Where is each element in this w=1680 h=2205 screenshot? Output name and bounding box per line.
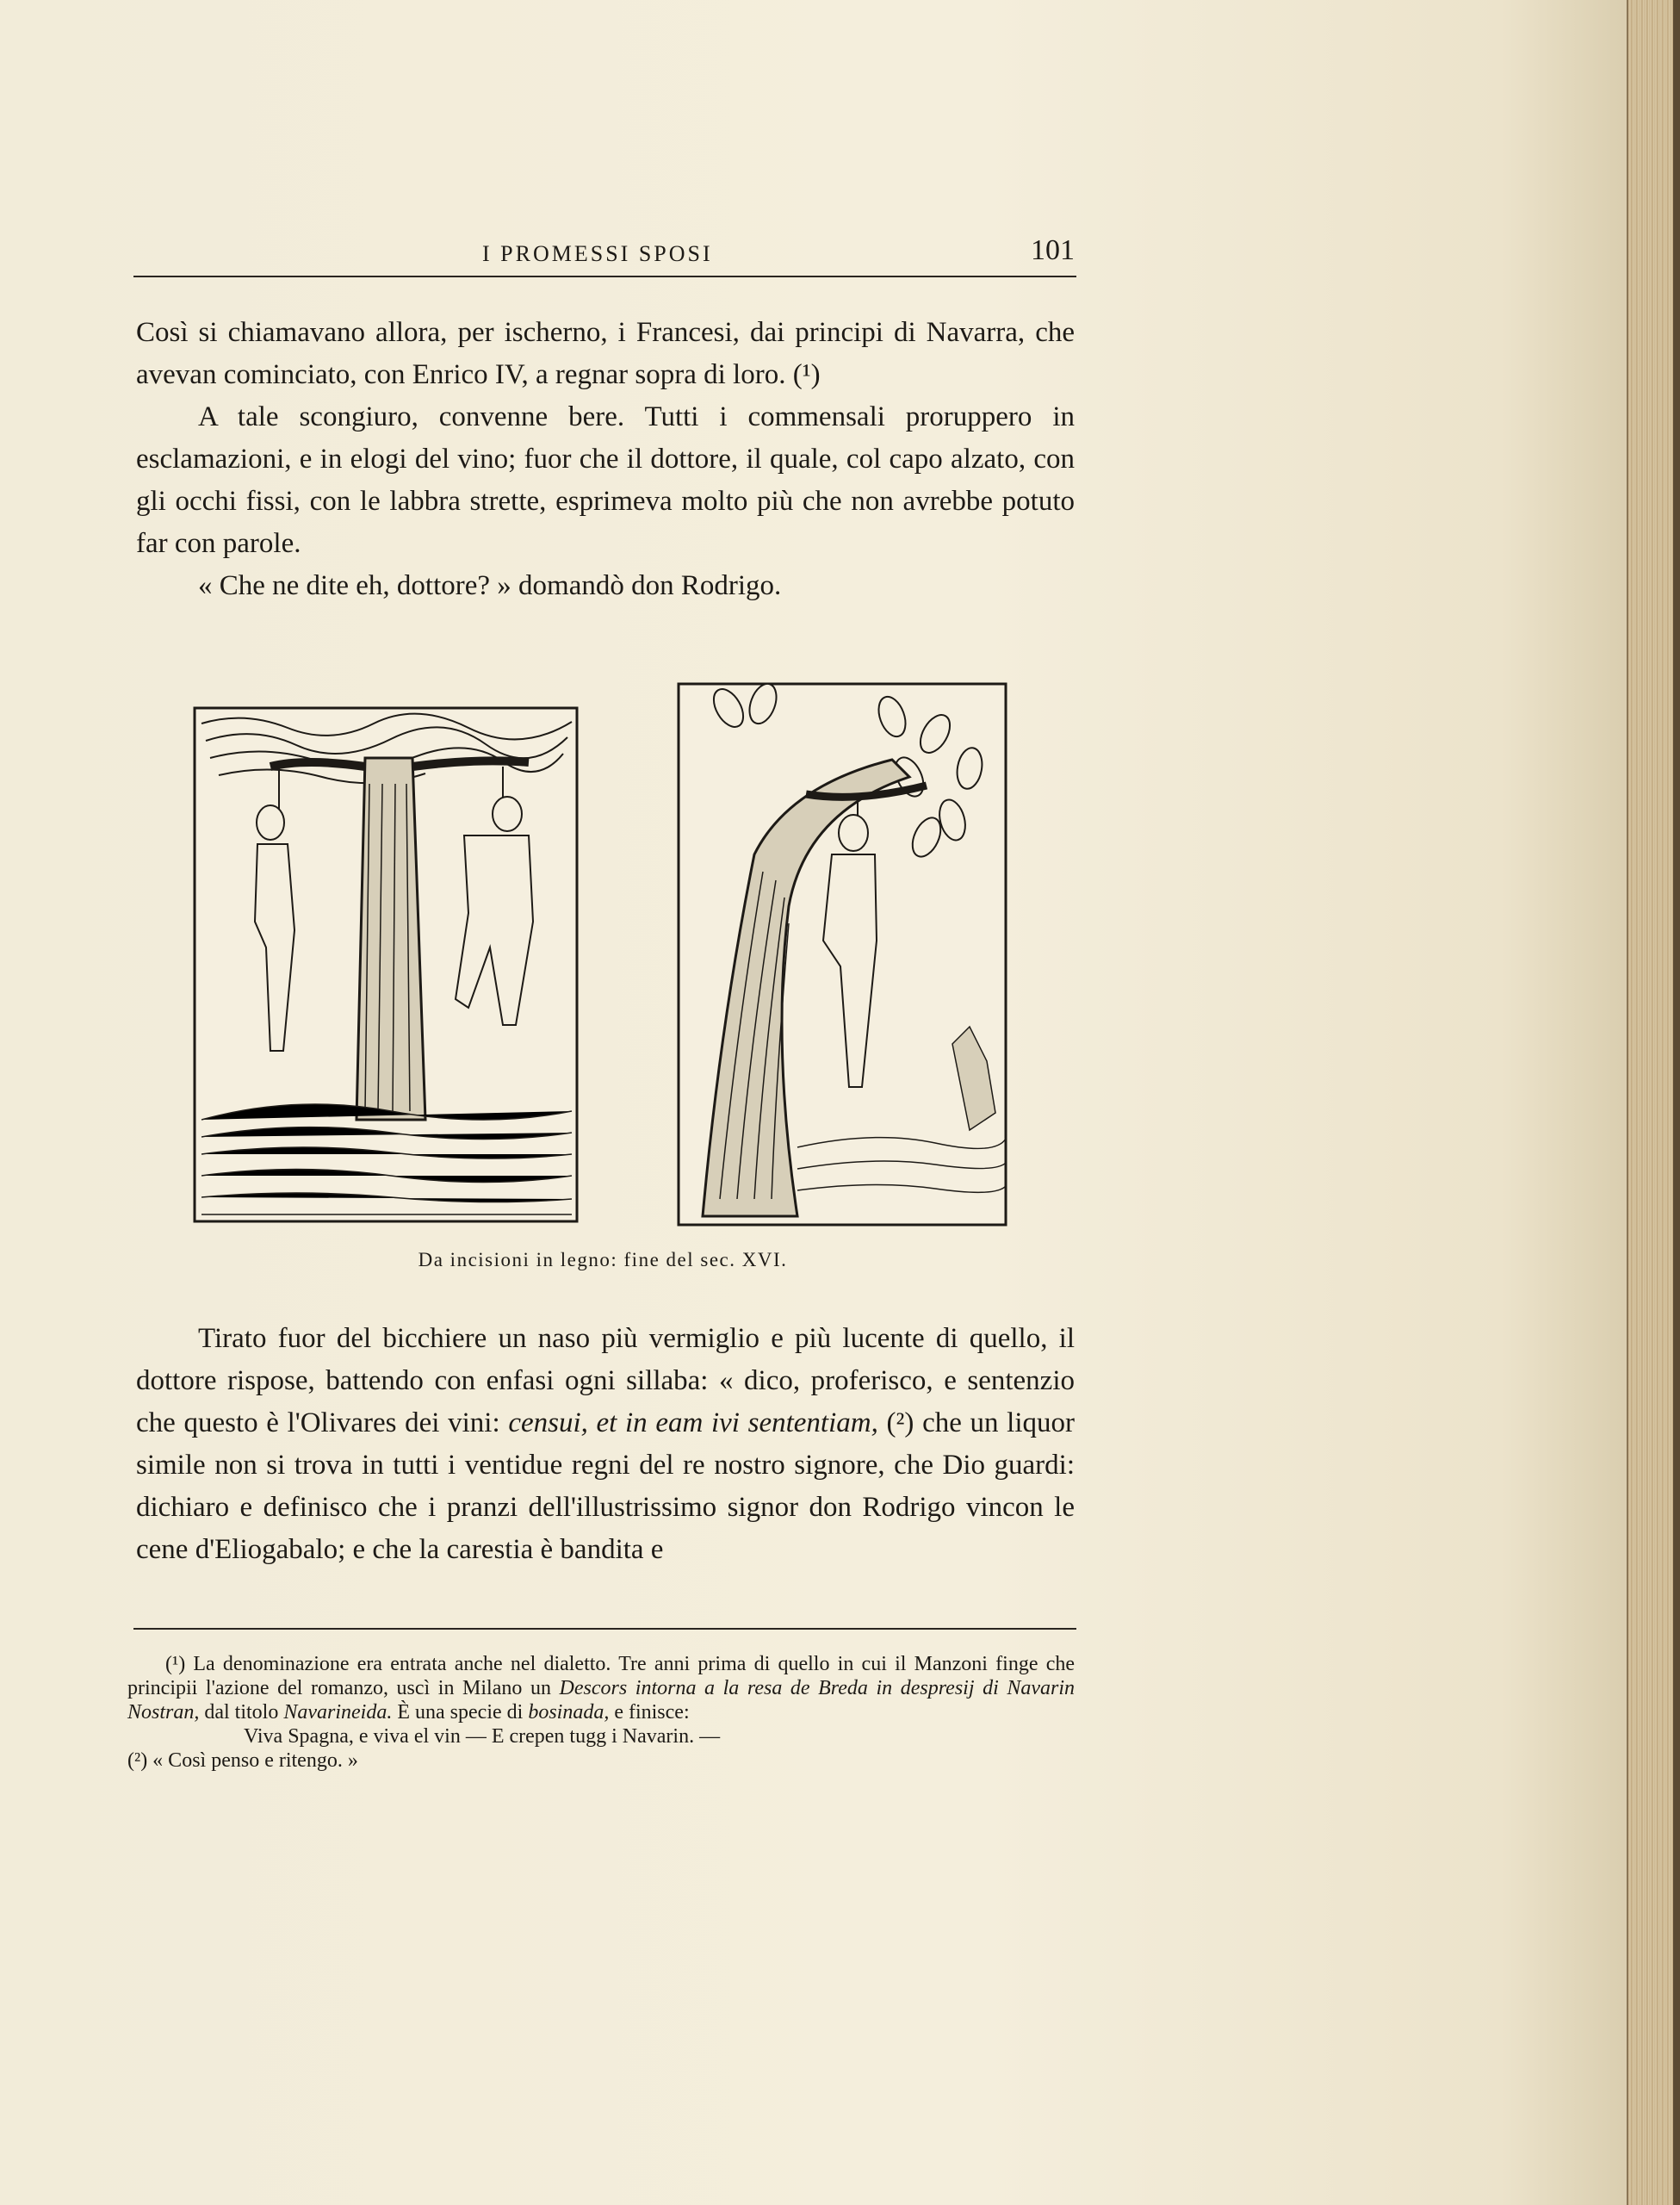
body-text-bottom [136,1318,1075,1571]
text-run: Tirato fuor del bicchiere un naso più vermiglio e più lucente di quello, il dottore rispose, battendo con enfasi ogni sillaba: « dico, proferisco, e sentenzio che questo è l'Olivares dei vini: [136,1323,1075,1438]
figure-caption: Da incisioni in legno: fine del sec. XVI. [418,1249,788,1270]
latin-phrase: censui, et in eam ivi sententiam, [508,1407,878,1438]
running-title: I PROMESSI SPOSI [482,241,713,266]
footnotes [127,1652,1075,1773]
paragraph: « Che ne dite eh, dottore? » domandò don Rodrigo. [198,570,782,601]
footnote-text: (¹) La denominazione era entrata anche nel dialetto. Tre anni prima di quello in cui il Manzoni finge che principii l'azione del romanzo, uscì in Milano un [127,1653,1075,1699]
footnote-italic: Navarineida. [283,1701,393,1724]
footnote-1 [127,1652,1075,1724]
page-number: 101 [1031,234,1075,266]
footnote-rule [133,1628,1076,1630]
woodcut-illustration-right [677,682,1007,1227]
page-header [133,234,1076,277]
footnote-italic: Descors intorna a la resa de Breda in despresij di Navarin Nostran, [127,1677,1076,1724]
footnote-text: È una specie di [397,1701,524,1724]
body-text-top [136,312,1075,607]
paragraph: A tale scongiuro, convenne bere. Tutti i commensali proruppero in esclamazioni, e in elogi del vino; fuor che il dottore, il quale, col capo alzato, con gli occhi fissi, con le labbra strette, esprimeva molto più che non avrebbe potuto far con parole. [136,401,1075,559]
footnote-verse: Viva Spagna, e viva el vin — E crepen tugg i Navarin. — [244,1725,721,1748]
paragraph: Così si chiamavano allora, per ischerno, i Francesi, dai principi di Navarra, che avevan cominciato, con Enrico IV, a regnar sopra di loro. (¹) [136,317,1075,390]
text-run: (²) che un liquor simile non si trova in tutti i ventidue regni del re nostro signore, che Dio guardi: dichiaro e definisco che i pranzi dell'illustrissimo signor don Rodrigo vincon le cene d'Eliogabalo; e che la carestia è bandita e [136,1407,1076,1565]
footnote-italic: bosinada, [528,1701,610,1724]
paragraph [136,1318,1075,1571]
page-edges [1627,0,1680,2205]
footnote-text: e finisce: [614,1701,690,1724]
footnote-text: dal titolo [204,1701,279,1724]
book-edge [1673,0,1680,2205]
footnote-2: (²) « Così penso e ritengo. » [127,1749,358,1772]
woodcut-illustration-left [193,706,579,1223]
